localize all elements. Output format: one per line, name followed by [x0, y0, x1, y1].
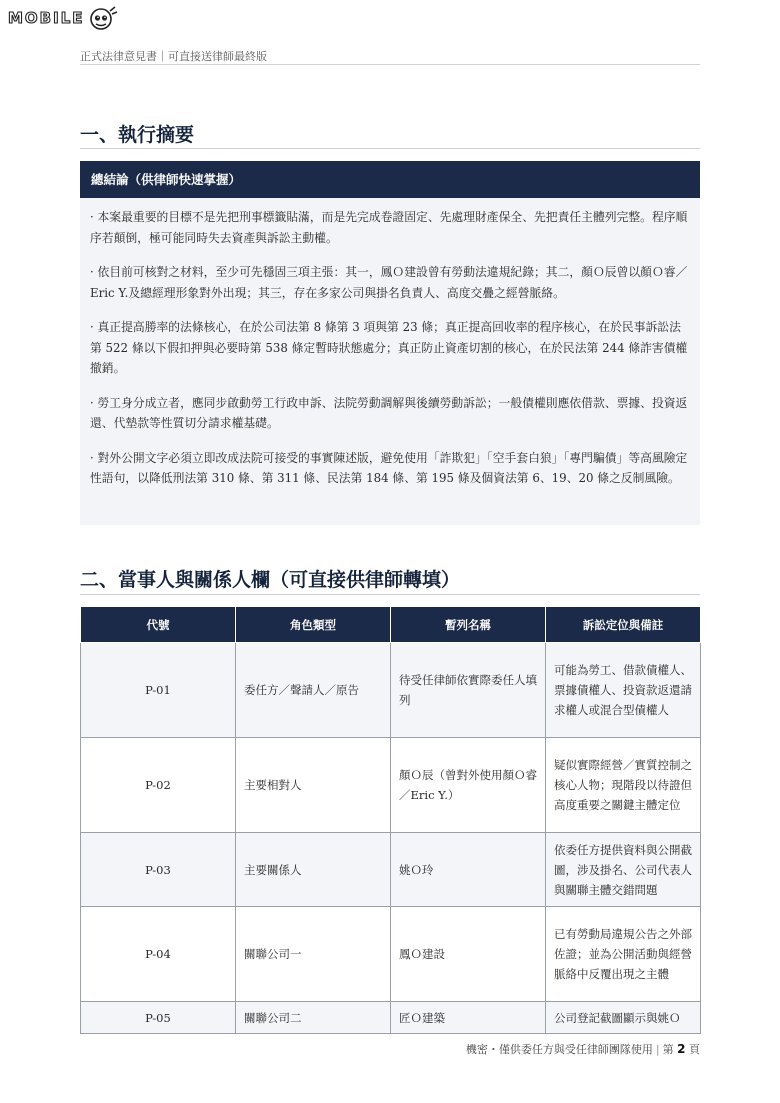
- summary-bullet: · 真正提高勝率的法條核心，在於公司法第 8 條第 3 項與第 23 條；真正提高回收率的程序核心，在於民事訴訟法第 522 條以下假扣押與必要時第 538 條定暫時狀態處分；真正防止資產切割的核心，在於民法第 244 條詐害債權撤銷。: [90, 320, 688, 375]
- cell-note: 已有勞動局違規公告之外部佐證；並為公開活動與經營脈絡中反覆出現之主體: [546, 907, 701, 1002]
- table-row: [81, 738, 701, 833]
- cell-code: P-03: [81, 833, 236, 907]
- logo-text: MOBILE: [8, 9, 85, 27]
- footer-confidential-note: 機密・僅供委任方與受任律師團隊使用: [465, 1043, 653, 1056]
- column-header-note: 訴訟定位與備註: [546, 607, 701, 643]
- cell-code: P-01: [81, 643, 236, 738]
- page-footer: 機密・僅供委任方與受任律師團隊使用 | 第 2 頁: [465, 1042, 700, 1056]
- page-number-prefix: 第: [662, 1043, 674, 1056]
- summary-bullet: · 本案最重要的目標不是先把刑事標籤貼滿，而是先完成卷證固定、先處理財產保全、先把責任主體列完整。程序順序若顛倒，極可能同時失去資產與訴訟主動權。: [90, 210, 688, 245]
- cell-note: 依委任方提供資料與公開截圖，涉及掛名、公司代表人與關聯主體交錯問題: [546, 833, 701, 907]
- cell-name: 姚Ｏ玲: [391, 833, 546, 907]
- section-divider: [80, 594, 700, 595]
- cell-name: 鳳Ｏ建設: [391, 907, 546, 1002]
- cell-note: 疑似實際經營／實質控制之核心人物；現階段以待證但高度重要之關鍵主體定位: [546, 738, 701, 833]
- table-row: [81, 643, 701, 738]
- table-row: [81, 833, 701, 907]
- table-row: [81, 907, 701, 1002]
- summary-bullet: · 對外公開文字必須立即改成法院可接受的事實陳述版，避免使用「詐欺犯」「空手套白狼」「專門騙債」等高風險定性語句，以降低刑法第 310 條、第 311 條、民法第 184 條、第 195 條及個資法第 6、19、20 條之反制風險。: [90, 450, 688, 485]
- page-number: 2: [677, 1042, 686, 1056]
- cell-note: 可能為勞工、借款債權人、票據債權人、投資款返還請求權人或混合型債權人: [546, 643, 701, 738]
- summary-box: [80, 161, 700, 525]
- page-number-suffix: 頁: [689, 1043, 700, 1056]
- table-header-row: [81, 607, 701, 643]
- section-title-summary: 一、執行摘要: [80, 124, 195, 146]
- section-title-parties: 二、當事人與關係人欄（可直接供律師轉填）: [80, 569, 461, 591]
- cell-name: 匠Ｏ建築: [391, 1002, 546, 1034]
- cell-note: 公司登記截圖顯示與姚Ｏ: [546, 1002, 701, 1034]
- section-divider: [80, 148, 700, 149]
- header-divider: [80, 64, 700, 65]
- cell-name: 待受任律師依實際委任人填列: [391, 643, 546, 738]
- cell-code: P-04: [81, 907, 236, 1002]
- column-header-role: 角色類型: [236, 607, 391, 643]
- summary-bullet-list: [80, 198, 700, 489]
- cell-name: 顏Ｏ辰（曾對外使用顏Ｏ睿／Eric Y.）: [391, 738, 546, 833]
- column-header-code: 代號: [81, 607, 236, 643]
- summary-box-title: 總結論（供律師快速掌握）: [80, 161, 700, 198]
- cell-code: P-02: [81, 738, 236, 833]
- table-row: [81, 1002, 701, 1034]
- cell-role: 委任方／聲請人／原告: [236, 643, 391, 738]
- cell-code: P-05: [81, 1002, 236, 1034]
- cell-role: 關聯公司一: [236, 907, 391, 1002]
- cell-role: 主要關係人: [236, 833, 391, 907]
- document-header: 正式法律意見書｜可直接送律師最終版: [80, 50, 267, 63]
- cell-role: 關聯公司二: [236, 1002, 391, 1034]
- parties-table: [80, 606, 701, 1034]
- summary-bullet: · 勞工身分成立者，應同步啟動勞工行政申訴、法院勞動調解與後續勞動訴訟；一般債權則應依借款、票據、投資返還、代墊款等性質切分請求權基礎。: [90, 395, 688, 430]
- column-header-name: 暫列名稱: [391, 607, 546, 643]
- site-logo: [8, 5, 118, 31]
- cell-role: 主要相對人: [236, 738, 391, 833]
- mascot-logo-icon: [88, 5, 118, 31]
- summary-bullet: · 依目前可核對之材料，至少可先穩固三項主張：其一，鳳Ｏ建設曾有勞動法違規紀錄；其二，顏Ｏ辰曾以顏Ｏ睿／Eric Y.及總經理形象對外出現；其三，存在多家公司與掛名負責人、高度交疊之經營脈絡。: [90, 265, 688, 300]
